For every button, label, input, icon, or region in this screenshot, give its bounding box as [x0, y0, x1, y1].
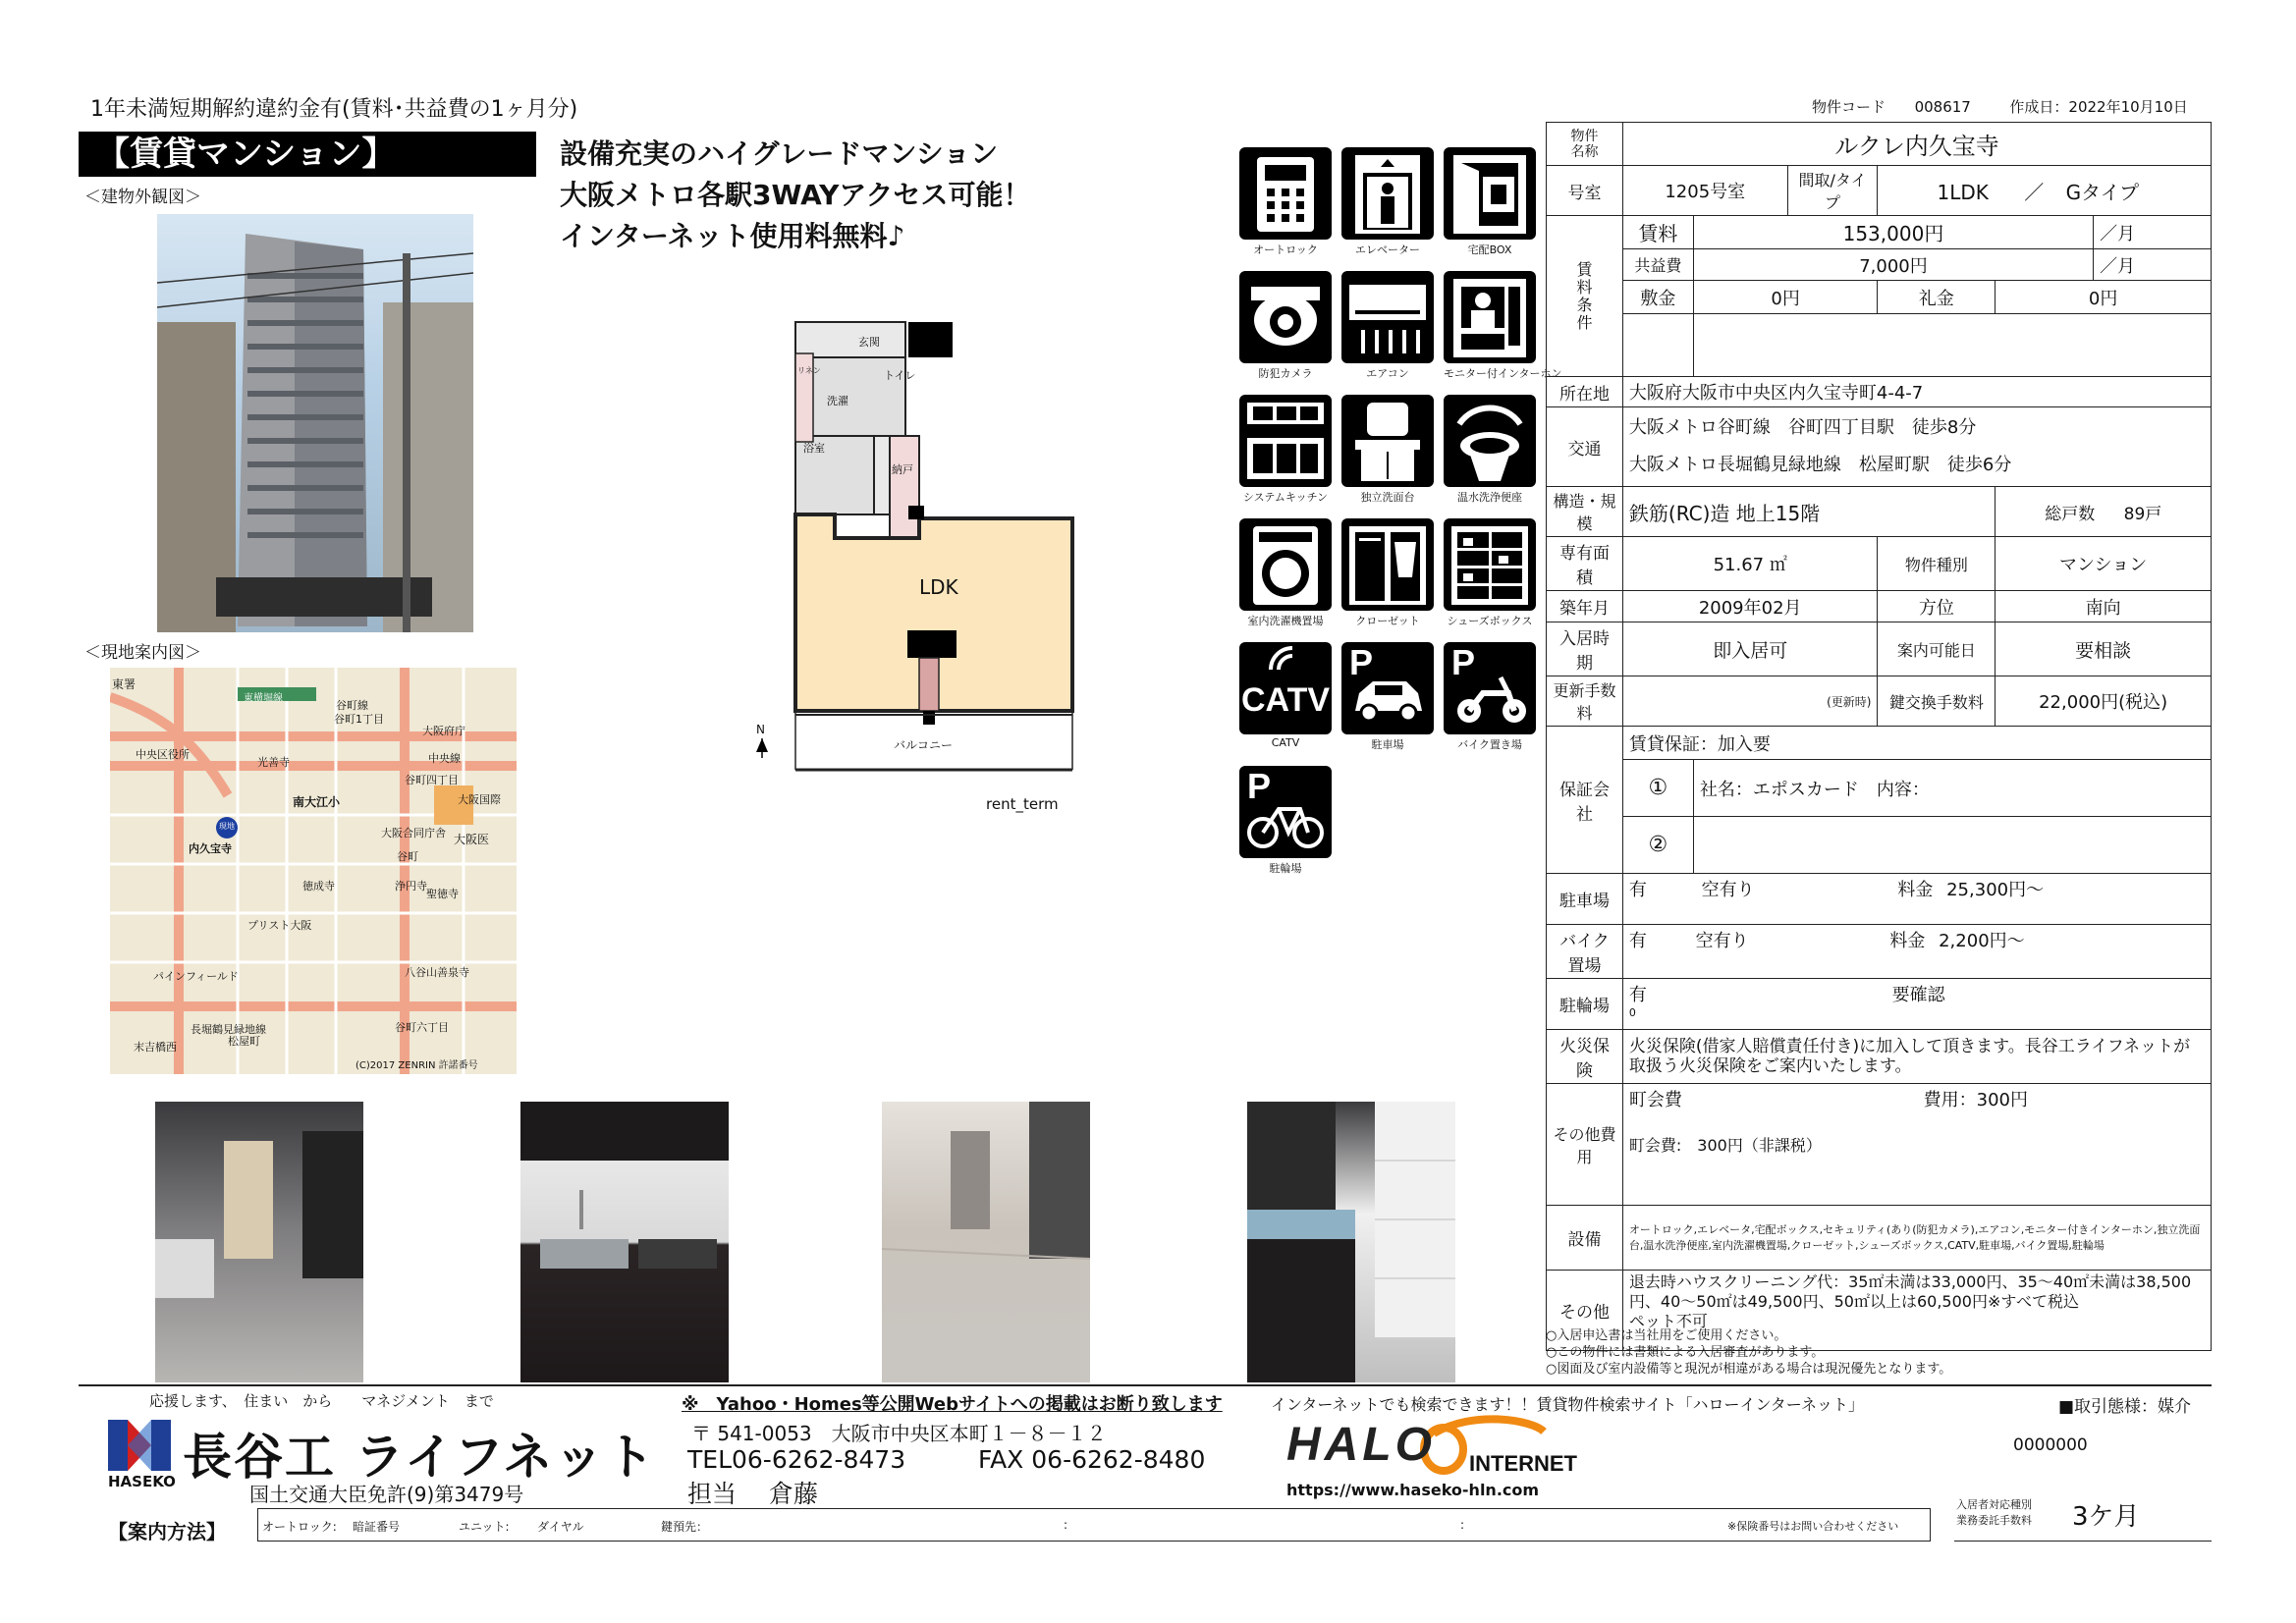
map-label: 徳成寺 — [302, 880, 335, 893]
misc-line-1: 退去時ハウスクリーニング代：35㎡未満は33,000円、35～40㎡未満は38,500円、40～50㎡は49,500円、50㎡以上は60,500円※すべて税込 — [1628, 1272, 2192, 1311]
map-label: 大阪医 — [454, 833, 490, 846]
interior-photo-room — [882, 1102, 1090, 1382]
commission-value: 3ケ月 — [2072, 1502, 2140, 1532]
deposit: 0円 — [1693, 281, 1878, 314]
amenity-catv — [1239, 642, 1332, 749]
washing-machine-icon — [1239, 518, 1332, 611]
area: 51.67 ㎡ — [1622, 537, 1878, 591]
label-move-in: 入居時期 — [1547, 622, 1623, 676]
amenity-label: 駐車場 — [1371, 738, 1404, 751]
other-costs-fee: 費用：300円 — [1923, 1090, 2028, 1110]
company-address: 〒 541-0053 大阪市中央区本町１－８－１２ — [691, 1422, 1107, 1445]
amenity-label: CATV — [1271, 736, 1300, 749]
commission-label-1: 入居者対応種別 — [1956, 1498, 2032, 1511]
label-viewing: 案内可能日 — [1878, 622, 1995, 676]
map-label: 谷町 — [397, 850, 418, 863]
car-parking-icon — [1341, 642, 1434, 734]
room-label-bath: 浴室 — [803, 442, 825, 455]
map-label: 末吉橋西 — [134, 1041, 177, 1054]
map-label: 松屋町 — [228, 1035, 260, 1048]
layout-cell — [1878, 166, 2212, 216]
haseko-logo-icon — [108, 1420, 171, 1471]
map-label: 中央線 — [428, 752, 461, 765]
label-renewal: 更新手数料 — [1547, 676, 1623, 727]
guarantee-1: 社名：エポスカード 内容： — [1693, 760, 2211, 817]
common-fee: 7,000円 — [1693, 249, 2093, 281]
row-guarantee-2 — [1547, 817, 2212, 874]
built: 2009年02月 — [1622, 591, 1878, 622]
amenity-label: 温水洗浄便座 — [1457, 491, 1522, 504]
amenity-monitor-intercom — [1444, 271, 1562, 381]
shoe-box-icon — [1444, 518, 1536, 611]
washlet-icon — [1444, 395, 1536, 487]
amenity-elevator — [1341, 147, 1434, 257]
label-parking: 駐車場 — [1547, 874, 1623, 925]
guide-method-label: 【案内方法】 — [108, 1520, 226, 1543]
halo-logo — [1286, 1414, 1581, 1483]
category-title: 【賃貸マンション】 — [96, 135, 396, 174]
unit-value: ダイヤル — [537, 1520, 584, 1534]
autolock-label: オートロック: — [262, 1520, 337, 1534]
label-bike: バイク置場 — [1547, 925, 1623, 979]
label-common-fee: 共益費 — [1622, 249, 1693, 281]
label-kind: 物件種別 — [1878, 537, 1995, 591]
row-bicycle — [1547, 979, 2212, 1030]
row-rent — [1547, 216, 2212, 249]
building-illustration — [157, 214, 473, 632]
closet-icon — [1341, 518, 1434, 611]
label-bike-fee: 料金 — [1889, 931, 1926, 951]
row-guarantee-head — [1547, 727, 2212, 760]
amenity-shoe-box — [1444, 518, 1536, 628]
room-label-ldk: LDK — [919, 575, 958, 599]
haseko-logo-mark — [108, 1420, 171, 1471]
label-units: 総戸数 — [2045, 504, 2096, 524]
autolock-value: 暗証番号 — [353, 1520, 401, 1534]
guarantee-head: 賃貸保証：加入要 — [1622, 727, 2211, 760]
area-map — [110, 668, 517, 1074]
monitor-intercom-icon — [1444, 271, 1536, 363]
company-fax: FAX 06-6262-8480 — [978, 1445, 1206, 1474]
room-label-entrance: 玄関 — [858, 336, 880, 349]
bike-cell — [1622, 925, 2211, 979]
row-structure — [1547, 487, 2212, 537]
amenity-label: エアコン — [1366, 367, 1409, 380]
map-label: プリスト大阪 — [247, 919, 312, 932]
label-equipment: 設備 — [1547, 1206, 1623, 1271]
bike-has: 有 — [1628, 931, 1647, 951]
address: 大阪府大阪市中央区内久宝寺町4-4-7 — [1622, 377, 2211, 407]
map-label: 内久宝寺 — [189, 842, 232, 855]
label-parking-fee: 料金 — [1897, 880, 1934, 900]
layout: 1LDK — [1937, 180, 1989, 204]
label-rent-conditions: 賃 料 条 件 — [1547, 216, 1623, 377]
row-traffic — [1547, 407, 2212, 487]
map-label: 聖徳寺 — [426, 888, 459, 900]
room-label-laundry: 洗濯 — [827, 395, 848, 407]
haseko-wordmark: HASEKO — [108, 1473, 176, 1490]
floor-plan-caption: rent_term — [986, 795, 1059, 813]
traffic-line-1: 大阪メトロ谷町線 谷町四丁目駅 徒歩8分 — [1628, 417, 1977, 438]
parking-glyph: P — [1247, 766, 1272, 806]
interior-photo-vanity — [1247, 1102, 1455, 1382]
key-holder-label: 鍵預先： — [661, 1520, 709, 1534]
amenity-bicycle-parking — [1239, 766, 1332, 876]
website-url: https://www.haseko-hln.com — [1286, 1481, 1540, 1499]
other-costs-detail: 町会費: 300円（非課税） — [1628, 1136, 1822, 1155]
amenity-washlet — [1444, 395, 1536, 505]
label-layout: 間取/タイプ — [1787, 166, 1878, 216]
intercom-panel-icon — [1239, 147, 1332, 240]
direction: 南向 — [1995, 591, 2212, 622]
label-built: 築年月 — [1547, 591, 1623, 622]
elevator-icon — [1341, 147, 1434, 240]
map-label: 谷町四丁目 — [405, 774, 459, 786]
separator: : — [1460, 1518, 1465, 1532]
row-address — [1547, 377, 2212, 407]
commission-box — [1954, 1492, 2212, 1542]
row-rent-blank — [1547, 314, 2212, 377]
floor-plan — [737, 314, 1129, 813]
amenity-system-kitchen — [1239, 395, 1332, 505]
label-direction: 方位 — [1878, 591, 1995, 622]
amenity-autolock — [1239, 147, 1332, 257]
bicycle-zero: 0 — [1628, 1006, 1636, 1019]
interior-photo-living — [155, 1102, 363, 1382]
label-rent: 賃料 — [1622, 216, 1693, 249]
amenity-air-conditioner — [1341, 271, 1434, 381]
traffic-cell — [1622, 407, 2211, 487]
label-key-fee: 鍵交換手数料 — [1878, 676, 1995, 727]
parking-fee: 25,300円～ — [1946, 880, 2045, 900]
amenity-label: システムキッチン — [1242, 491, 1329, 504]
amenity-label: シューズボックス — [1447, 615, 1533, 627]
note-line-1: ○入居申込書は当社用をご使用ください。 — [1546, 1328, 1787, 1343]
map-label: 光善寺 — [257, 756, 290, 769]
row-other-costs — [1547, 1084, 2212, 1206]
company-tel: TEL06-6262-8473 — [687, 1445, 906, 1474]
label-bicycle: 駐輪場 — [1547, 979, 1623, 1030]
security-camera-icon — [1239, 271, 1332, 363]
key-money: 0円 — [1995, 281, 2212, 314]
map-label: 大阪国際 — [458, 793, 501, 806]
floor-plan-drawing — [737, 314, 1129, 805]
amenity-label: バイク置き場 — [1457, 738, 1522, 751]
amenity-label: クローゼット — [1355, 615, 1420, 627]
row-built — [1547, 591, 2212, 622]
footer-top-rule — [79, 1384, 2212, 1386]
insurance-note: ※保険番号はお問い合わせください — [1727, 1520, 1899, 1533]
parking-glyph: P — [1451, 642, 1476, 682]
map-label: 東横堀線 — [244, 693, 283, 704]
company-name: 長谷工 ライフネット — [183, 1429, 657, 1486]
commission-label-2: 業務委託手数料 — [1956, 1514, 2032, 1527]
label-area: 専有面積 — [1547, 537, 1623, 591]
footer-code: 0000000 — [2013, 1435, 2088, 1455]
label-guarantee: 保証会社 — [1547, 727, 1623, 874]
label-key-money: 礼金 — [1878, 281, 1995, 314]
short-term-penalty-note: 1年未満短期解約違約金有(賃料･共益費の1ヶ月分) — [90, 97, 578, 122]
amenity-label: 独立洗面台 — [1360, 491, 1415, 504]
structure: 鉄筋(RC)造 地上15階 — [1622, 487, 1995, 537]
label-deposit: 敷金 — [1622, 281, 1693, 314]
internet-wordmark: INTERNET — [1469, 1451, 1577, 1476]
room-label-storage: 納戸 — [892, 463, 913, 476]
map-label: 中央区役所 — [136, 748, 190, 761]
catch-line-2: 大阪メトロ各駅3WAYアクセス可能！ — [560, 179, 1031, 211]
row-fire — [1547, 1030, 2212, 1084]
map-label: 谷町六丁目 — [395, 1021, 449, 1034]
note-line-2: ○この物件には書類による入居審査があります。 — [1546, 1345, 1825, 1360]
portal-notice: ※ Yahoo・Homes等公開Webサイトへの掲載はお断り致します — [682, 1394, 1223, 1415]
amenity-vanity — [1341, 395, 1434, 505]
amenity-label: オートロック — [1253, 243, 1318, 256]
room-label-balcony: バルコニー — [894, 738, 954, 752]
catv-glyph: CATV — [1240, 681, 1331, 719]
delivery-box-icon — [1444, 147, 1536, 240]
room-number: 1205号室 — [1622, 166, 1787, 216]
amenity-security-camera — [1239, 271, 1332, 381]
layout-type: Gタイプ — [2065, 180, 2140, 204]
map-label: 谷町線 — [336, 699, 368, 712]
row-deposit — [1547, 281, 2212, 314]
row-name — [1547, 123, 2212, 166]
other-costs-cell — [1622, 1084, 2211, 1206]
catch-line-3: インターネット使用料無料♪ — [560, 220, 905, 252]
interior-photo-kitchen — [520, 1102, 729, 1382]
common-fee-unit: ／月 — [2094, 249, 2212, 281]
bicycle-note: 要確認 — [1891, 985, 1945, 1005]
row-guarantee-1 — [1547, 760, 2212, 817]
fire-insurance: 火災保険(借家人賠償責任付き)に加入して頂きます。長谷工ライフネットが取扱う火災保険をご案内いたします。 — [1622, 1030, 2211, 1084]
staff-name: 担当 倉藤 — [687, 1480, 818, 1508]
label-name: 物件 名称 — [1547, 123, 1623, 166]
label-structure: 構造・規模 — [1547, 487, 1623, 537]
kind: マンション — [1995, 537, 2212, 591]
rent-unit: ／月 — [2094, 216, 2212, 249]
map-label: 長堀鶴見緑地線 — [191, 1023, 266, 1036]
map-label: 谷町1丁目 — [334, 713, 384, 726]
catch-line-1: 設備充実のハイグレードマンション — [560, 137, 999, 170]
note-line-3: ○図面及び室内設備等と現況が相違がある場合は現況優先となります。 — [1546, 1362, 1952, 1377]
map-label: パインフィールド — [153, 970, 239, 983]
row-bike — [1547, 925, 2212, 979]
label-address: 所在地 — [1547, 377, 1623, 407]
amenity-label: 室内洗濯機置場 — [1247, 615, 1324, 627]
bike-parking-icon — [1444, 642, 1536, 734]
catch-copy — [560, 134, 1031, 257]
label-fire-insurance: 火災保険 — [1547, 1030, 1623, 1084]
layout-slash: ／ — [2024, 180, 2045, 204]
property-spec-table — [1546, 122, 2212, 1351]
row-renewal — [1547, 676, 2212, 727]
amenity-label: 防犯カメラ — [1258, 367, 1313, 380]
vanity-icon — [1341, 395, 1434, 487]
key-fee: 22,000円(税込) — [1995, 676, 2212, 727]
map-label: 八谷山善泉寺 — [405, 966, 469, 979]
map-label: 大阪府庁 — [422, 725, 465, 737]
search-notice: インターネットでも検索できます！！賃貸物件検索サイト「ハローインターネット」 — [1271, 1395, 1865, 1414]
label-other-costs: その他費用 — [1547, 1084, 1623, 1206]
amenity-bike-parking — [1444, 642, 1536, 752]
guarantee-1-no: ① — [1622, 760, 1693, 817]
property-code: 008617 — [1914, 98, 1971, 116]
map-pin-label: 現地 — [219, 822, 235, 831]
guide-method-box — [257, 1508, 1931, 1542]
room-label-linen: リネン — [797, 366, 821, 375]
guarantee-2-no: ② — [1622, 817, 1693, 874]
parking-glyph: P — [1349, 642, 1374, 682]
category-title-bar — [79, 132, 536, 177]
row-equipment — [1547, 1206, 2212, 1271]
north-arrow-label: N — [756, 723, 765, 736]
amenity-label: モニター付インターホン — [1444, 367, 1562, 380]
property-code-label: 物件コード — [1812, 98, 1886, 116]
other-costs-line — [1629, 1086, 2205, 1111]
amenity-label: エレベーター — [1355, 243, 1420, 256]
parking-vacancy: 空有り — [1701, 880, 1755, 900]
bicycle-cell — [1622, 979, 2211, 1030]
label-room: 号室 — [1547, 166, 1623, 216]
exterior-caption: ＜建物外観図＞ — [84, 188, 201, 207]
unit-label: ユニット: — [459, 1520, 510, 1534]
map-label: 南大江小 — [293, 795, 341, 809]
row-common — [1547, 249, 2212, 281]
renewal-note: (更新時) — [1622, 676, 1878, 727]
misc-line-2: ペット不可 — [1628, 1312, 1708, 1330]
map-label: 東署 — [112, 677, 137, 691]
air-conditioner-icon — [1341, 271, 1434, 363]
deal-type: ■取引態様：媒介 — [2058, 1397, 2192, 1417]
bicycle-parking-icon — [1239, 766, 1332, 858]
room-label-toilet: トイレ — [884, 369, 916, 382]
notes — [1546, 1327, 1951, 1378]
amenity-closet — [1341, 518, 1434, 628]
bike-vacancy: 空有り — [1695, 931, 1749, 951]
move-in: 即入居可 — [1622, 622, 1878, 676]
amenity-delivery-box — [1444, 147, 1536, 257]
property-code-line — [1812, 96, 2188, 117]
row-move-in — [1547, 622, 2212, 676]
bike-fee: 2,200円～ — [1939, 931, 2025, 951]
map-label: 大阪合同庁舎 — [381, 827, 446, 839]
created-date: 2022年10月10日 — [2068, 98, 2188, 116]
label-traffic: 交通 — [1547, 407, 1623, 487]
property-name: ルクレ内久宝寺 — [1622, 123, 2211, 166]
created-date-label: 作成日： — [2009, 98, 2069, 116]
bicycle-has: 有 — [1628, 985, 1647, 1005]
other-costs-head: 町会費 — [1628, 1090, 1682, 1110]
map-caption: ＜現地案内図＞ — [84, 643, 201, 663]
label-misc: その他 — [1547, 1271, 1623, 1351]
catv-icon — [1239, 642, 1332, 734]
units: 89戸 — [2123, 504, 2162, 524]
building-exterior-photo — [157, 214, 473, 632]
row-room — [1547, 166, 2212, 216]
map-label: 浄円寺 — [395, 880, 427, 893]
equipment: オートロック,エレベータ,宅配ボックス,セキュリティ(あり(防犯カメラ),エアコン,モニター付きインターホン,独立洗面台,温水洗浄便座,室内洗濯機置場,クローゼット,シューズボックス,CATV,駐車場,バイク置場,駐輪場 — [1622, 1206, 2211, 1271]
license-number: 国土交通大臣免許(9)第3479号 — [249, 1483, 524, 1506]
system-kitchen-icon — [1239, 395, 1332, 487]
amenity-car-parking — [1341, 642, 1434, 752]
row-parking — [1547, 874, 2212, 925]
rent: 153,000円 — [1693, 216, 2093, 249]
row-area — [1547, 537, 2212, 591]
amenity-washing-machine — [1239, 518, 1332, 628]
viewing: 要相談 — [1995, 622, 2212, 676]
traffic-line-2: 大阪メトロ長堀鶴見緑地線 松屋町駅 徒歩6分 — [1628, 455, 2012, 475]
parking-cell — [1622, 874, 2211, 925]
halo-wordmark: HALO — [1286, 1419, 1436, 1471]
amenity-label: 駐輪場 — [1269, 862, 1302, 875]
parking-has: 有 — [1628, 880, 1647, 900]
amenity-label: 宅配BOX — [1467, 243, 1512, 256]
footer-slogan: 応援します、 住まい から マネジメント まで — [149, 1392, 494, 1410]
separator: : — [1064, 1518, 1068, 1532]
map-copyright: (C)2017 ZENRIN 許諾番号 — [355, 1060, 478, 1071]
units-cell — [1995, 487, 2212, 537]
